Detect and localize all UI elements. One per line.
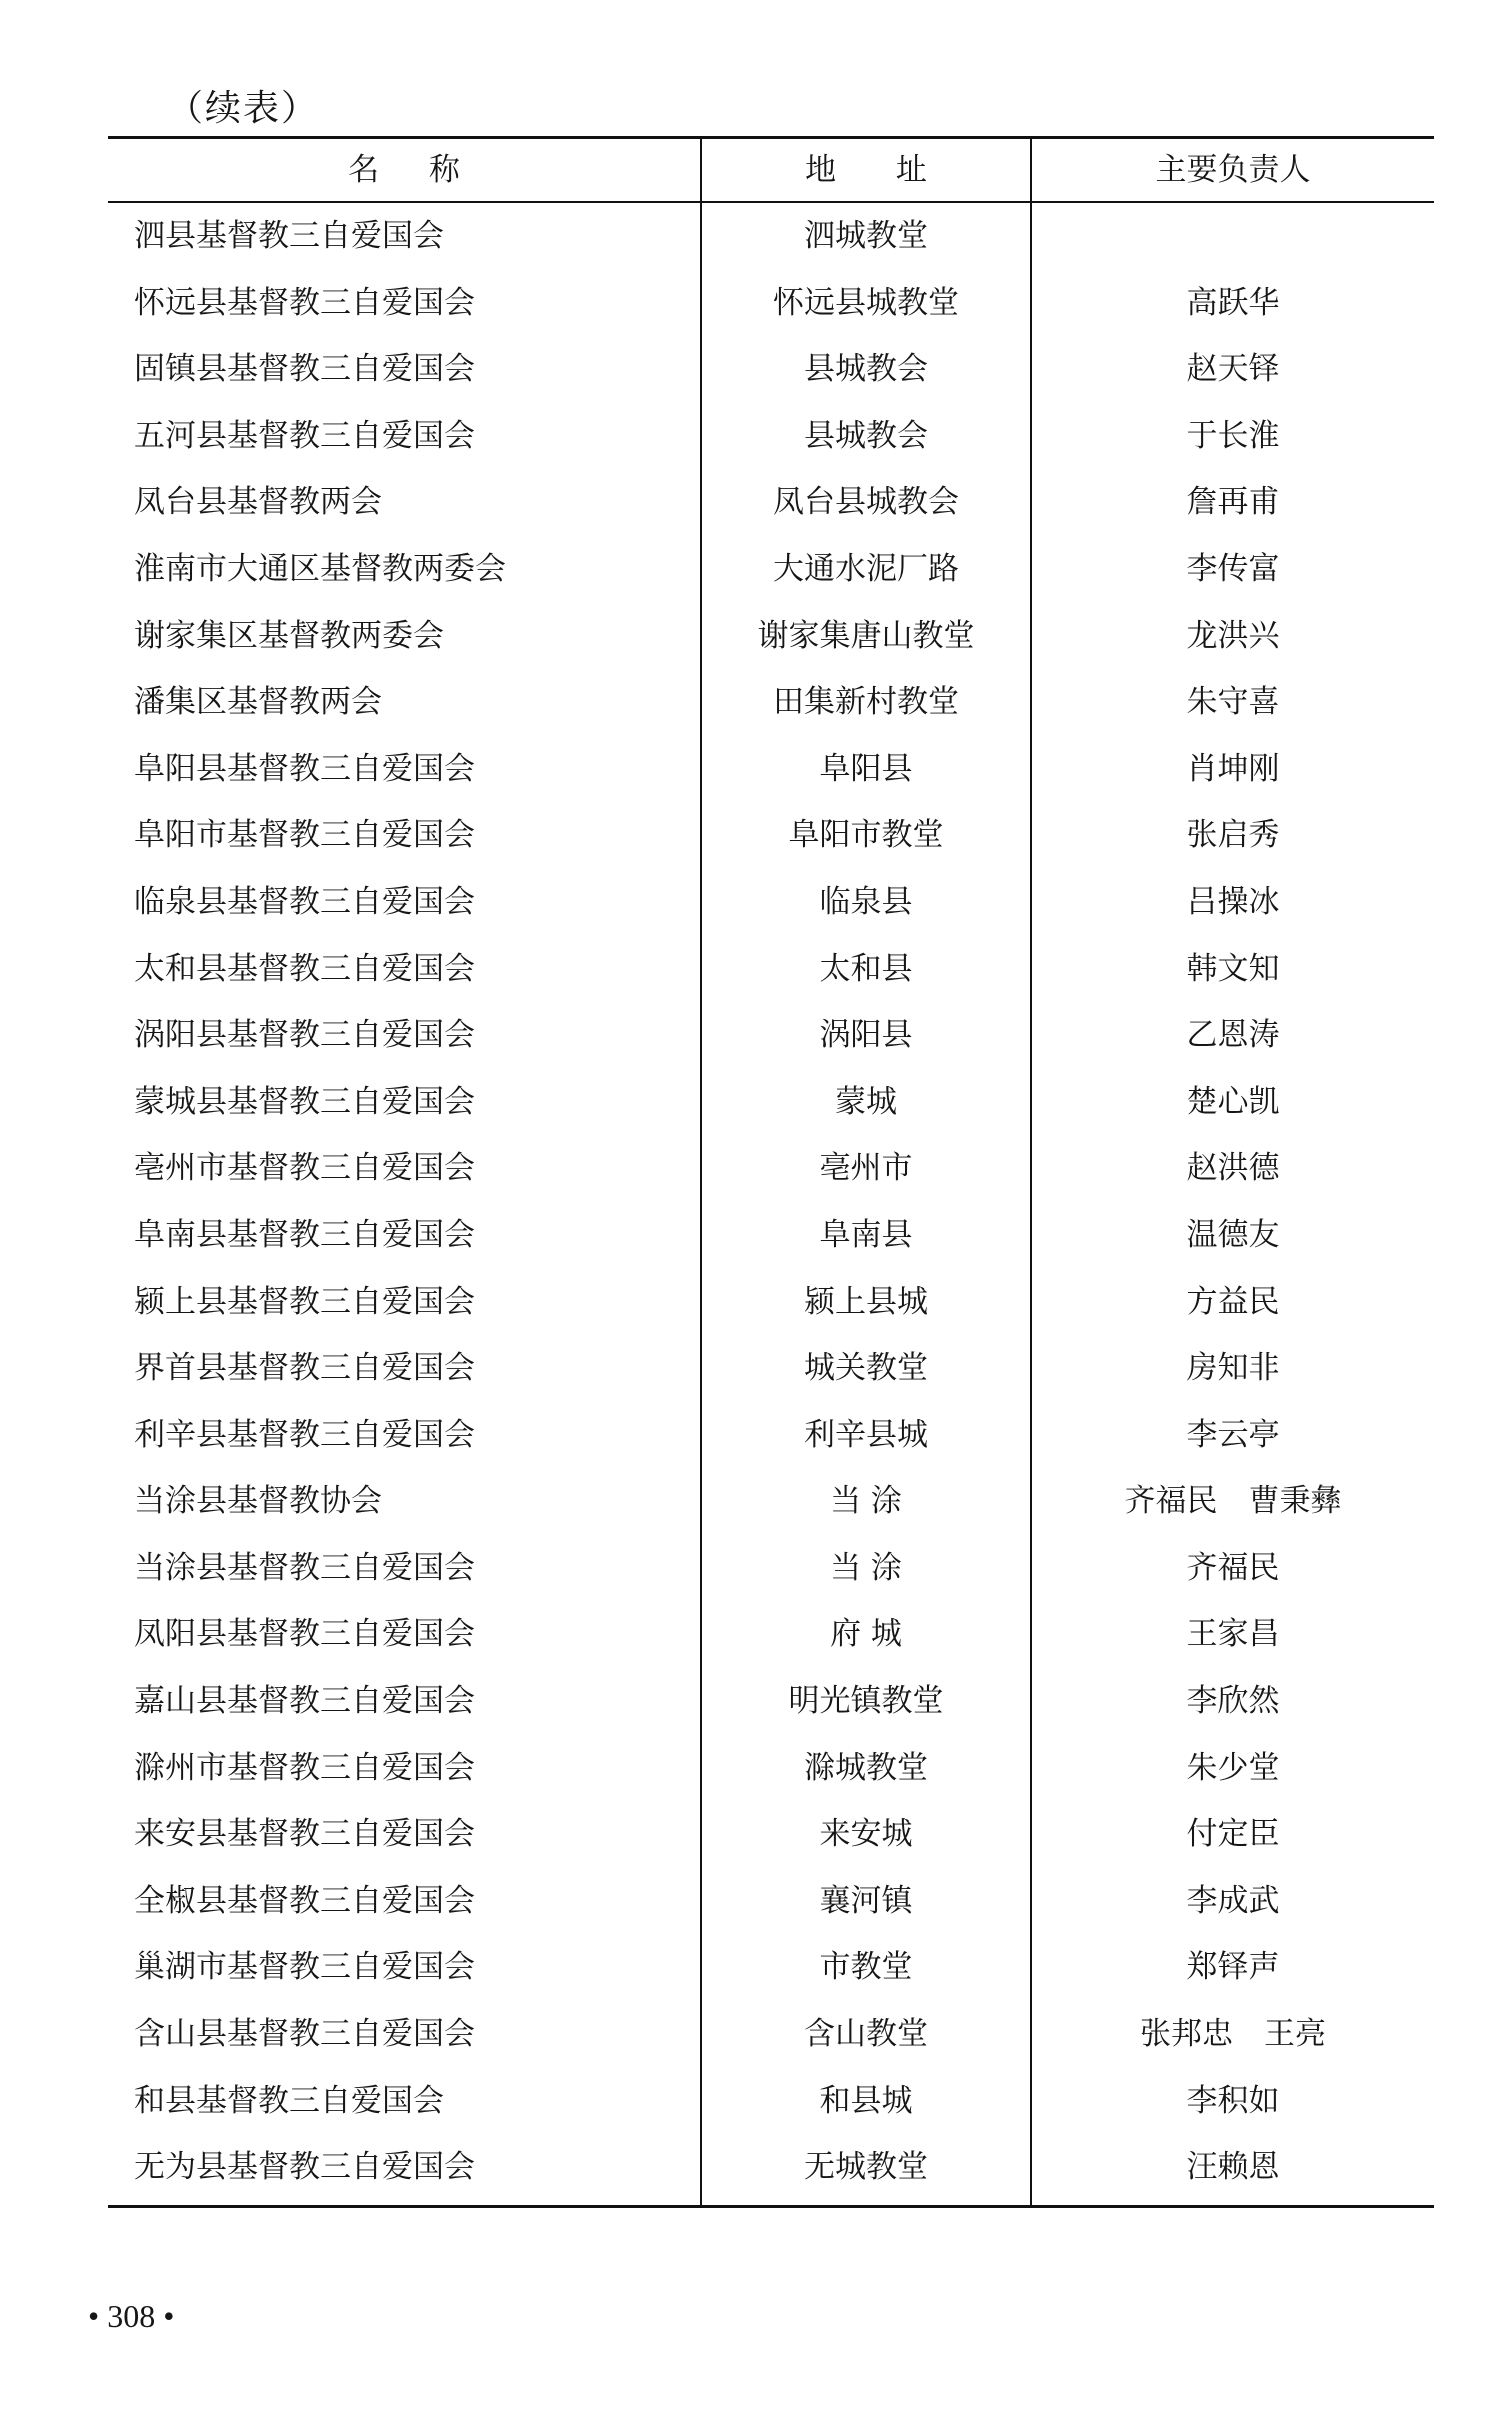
address-cell: 阜阳县 [819, 750, 913, 787]
org-name-cell: 临泉县基督教三自爱国会 [134, 883, 475, 920]
table-row [108, 936, 1434, 1003]
organization-table [108, 136, 1434, 2208]
table-row [108, 2134, 1434, 2201]
continued-label: （续表） [167, 88, 320, 129]
leader-cell: 齐福民 [1186, 1549, 1280, 1586]
leader-cell: 李云亭 [1186, 1416, 1280, 1453]
table-bottom-rule [108, 2205, 1434, 2208]
table-row [108, 1934, 1434, 2001]
address-cell: 颍上县城 [804, 1283, 928, 1320]
table-row [108, 1269, 1434, 1336]
table-row [108, 1735, 1434, 1802]
address-cell: 阜南县 [819, 1216, 913, 1253]
org-name-cell: 五河县基督教三自爱国会 [134, 417, 475, 454]
leader-cell: 温德友 [1186, 1216, 1280, 1253]
address-cell: 大通水泥厂路 [773, 550, 959, 587]
table-row [108, 1402, 1434, 1469]
org-name-cell: 阜南县基督教三自爱国会 [134, 1216, 475, 1253]
org-name-cell: 潘集区基督教两会 [134, 684, 382, 721]
header-leader: 主要负责人 [1155, 152, 1311, 188]
table-row [108, 1868, 1434, 1935]
leader-cell: 付定臣 [1186, 1816, 1280, 1853]
leader-cell: 吕操冰 [1186, 883, 1280, 920]
address-cell: 来安城 [819, 1816, 913, 1853]
table-row [108, 1002, 1434, 1069]
table-row [108, 603, 1434, 670]
leader-cell: 房知非 [1186, 1350, 1280, 1387]
org-name-cell: 滁州市基督教三自爱国会 [134, 1749, 475, 1786]
org-name-cell: 界首县基督教三自爱国会 [134, 1350, 475, 1387]
table-row [108, 2001, 1434, 2068]
address-cell: 城关教堂 [804, 1350, 928, 1387]
address-cell: 和县城 [819, 2082, 913, 2119]
leader-cell: 王家昌 [1186, 1616, 1280, 1653]
table-row [108, 270, 1434, 337]
org-name-cell: 嘉山县基督教三自爱国会 [134, 1683, 475, 1720]
address-cell: 利辛县城 [804, 1416, 928, 1453]
table-row [108, 1668, 1434, 1735]
address-cell: 当 涂 [830, 1483, 902, 1520]
address-cell: 蒙城 [835, 1083, 897, 1120]
leader-cell: 赵洪德 [1186, 1150, 1280, 1187]
table-row [108, 469, 1434, 536]
leader-cell: 詹再甫 [1186, 484, 1280, 521]
org-name-cell: 无为县基督教三自爱国会 [134, 2149, 475, 2186]
table-row [108, 1468, 1434, 1535]
leader-cell: 郑铎声 [1186, 1949, 1280, 1986]
leader-cell [1032, 203, 1434, 270]
address-cell: 田集新村教堂 [773, 684, 959, 721]
org-name-cell: 阜阳县基督教三自爱国会 [134, 750, 475, 787]
table-row [108, 203, 1434, 270]
org-name-cell: 凤台县基督教两会 [134, 484, 382, 521]
address-cell: 府 城 [830, 1616, 902, 1653]
leader-cell: 乙恩涛 [1186, 1017, 1280, 1054]
table-row [108, 2068, 1434, 2135]
table-body [108, 203, 1434, 2201]
org-name-cell: 蒙城县基督教三自爱国会 [134, 1083, 475, 1120]
table-row [108, 336, 1434, 403]
address-cell: 襄河镇 [819, 1882, 913, 1919]
leader-cell: 高跃华 [1186, 284, 1280, 321]
address-cell: 滁城教堂 [804, 1749, 928, 1786]
leader-cell: 楚心凯 [1186, 1083, 1280, 1120]
address-cell: 太和县 [819, 950, 913, 987]
address-cell: 县城教会 [804, 351, 928, 388]
address-cell: 市教堂 [819, 1949, 913, 1986]
address-cell: 泗城教堂 [804, 218, 928, 254]
table-row [108, 1202, 1434, 1269]
table-row [108, 802, 1434, 869]
leader-cell: 肖坤刚 [1186, 750, 1280, 787]
address-cell: 明光镇教堂 [788, 1683, 944, 1720]
org-name-cell: 凤阳县基督教三自爱国会 [134, 1616, 475, 1653]
leader-cell: 龙洪兴 [1186, 617, 1280, 654]
org-name-cell: 怀远县基督教三自爱国会 [134, 284, 475, 321]
address-cell: 谢家集唐山教堂 [757, 617, 975, 654]
org-name-cell: 阜阳市基督教三自爱国会 [134, 817, 475, 854]
table-row [108, 1135, 1434, 1202]
address-cell: 无城教堂 [804, 2149, 928, 2186]
header-address: 地 址 [805, 152, 927, 188]
leader-cell: 赵天铎 [1186, 351, 1280, 388]
org-name-cell: 固镇县基督教三自爱国会 [134, 351, 475, 388]
org-name-cell: 来安县基督教三自爱国会 [134, 1816, 475, 1853]
header-name: 名 称 [348, 152, 460, 188]
org-name-cell: 巢湖市基督教三自爱国会 [134, 1949, 475, 1986]
table-row [108, 1335, 1434, 1402]
org-name-cell: 谢家集区基督教两委会 [134, 617, 444, 654]
leader-cell: 张邦忠 王亮 [1140, 2016, 1326, 2053]
address-cell: 当 涂 [830, 1549, 902, 1586]
org-name-cell: 涡阳县基督教三自爱国会 [134, 1017, 475, 1054]
leader-cell: 李成武 [1186, 1882, 1280, 1919]
org-name-cell: 淮南市大通区基督教两委会 [134, 550, 506, 587]
leader-cell: 李欣然 [1186, 1683, 1280, 1720]
address-cell: 涡阳县 [819, 1017, 913, 1054]
org-name-cell: 颍上县基督教三自爱国会 [134, 1283, 475, 1320]
address-cell: 亳州市 [819, 1150, 913, 1187]
org-name-cell: 太和县基督教三自爱国会 [134, 950, 475, 987]
org-name-cell: 含山县基督教三自爱国会 [134, 2016, 475, 2053]
table-header [108, 139, 1434, 201]
leader-cell: 张启秀 [1186, 817, 1280, 854]
leader-cell: 齐福民 曹秉彝 [1124, 1483, 1342, 1520]
table-row [108, 1601, 1434, 1668]
leader-cell: 方益民 [1186, 1283, 1280, 1320]
address-cell: 阜阳市教堂 [788, 817, 944, 854]
leader-cell: 李积如 [1186, 2082, 1280, 2119]
org-name-cell: 利辛县基督教三自爱国会 [134, 1416, 475, 1453]
address-cell: 怀远县城教堂 [773, 284, 959, 321]
org-name-cell: 和县基督教三自爱国会 [134, 2082, 444, 2119]
leader-cell: 韩文知 [1186, 950, 1280, 987]
leader-cell: 于长淮 [1186, 417, 1280, 454]
leader-cell: 汪赖恩 [1186, 2149, 1280, 2186]
table-row [108, 1801, 1434, 1868]
address-cell: 凤台县城教会 [773, 484, 959, 521]
address-cell: 临泉县 [819, 883, 913, 920]
org-name-cell: 当涂县基督教协会 [134, 1483, 382, 1520]
address-cell: 含山教堂 [804, 2016, 928, 2053]
table-row [108, 1535, 1434, 1602]
table-row [108, 669, 1434, 736]
org-name-cell: 亳州市基督教三自爱国会 [134, 1150, 475, 1187]
leader-cell: 朱少堂 [1186, 1749, 1280, 1786]
table-row [108, 1069, 1434, 1136]
org-name-cell: 当涂县基督教三自爱国会 [134, 1549, 475, 1586]
leader-cell: 李传富 [1186, 550, 1280, 587]
page-number: • 308 • [88, 2298, 175, 2334]
table-row [108, 536, 1434, 603]
org-name-cell: 全椒县基督教三自爱国会 [134, 1882, 475, 1919]
address-cell: 县城教会 [804, 417, 928, 454]
leader-cell: 朱守喜 [1186, 684, 1280, 721]
table-row [108, 869, 1434, 936]
table-row [108, 403, 1434, 470]
table-row [108, 736, 1434, 803]
org-name-cell: 泗县基督教三自爱国会 [134, 218, 444, 254]
